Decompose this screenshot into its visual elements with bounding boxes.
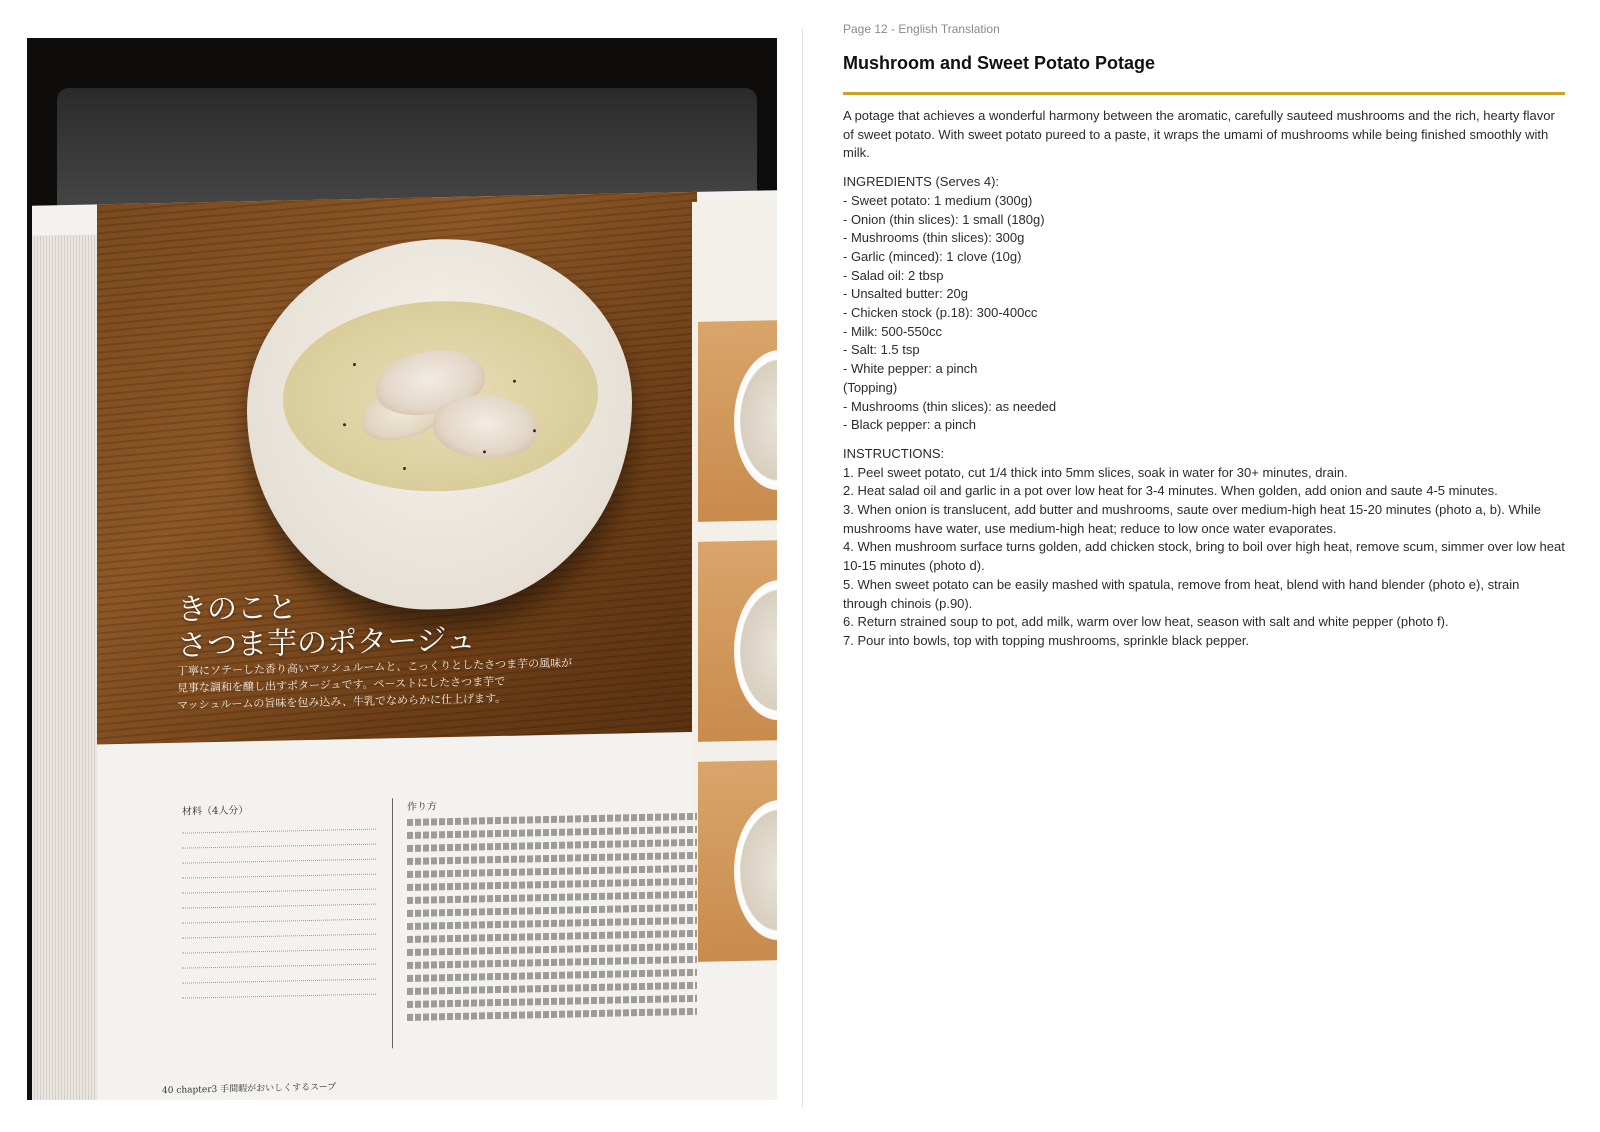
column-divider xyxy=(392,798,393,1048)
ingredient-item: - Salt: 1.5 tsp xyxy=(843,342,920,358)
jp-text-line xyxy=(407,969,697,982)
jp-recipe-text xyxy=(182,792,702,1053)
jp-text-line xyxy=(407,891,697,904)
ingredients-heading: INGREDIENTS (Serves 4): xyxy=(843,174,1000,190)
ingredient-item: - Garlic (minced): 1 clove (10g) xyxy=(843,248,1022,264)
recipe-title: Mushroom and Sweet Potato Potage xyxy=(843,53,1156,73)
jp-ingredients-column xyxy=(182,798,382,1001)
jp-ingredient-line xyxy=(182,893,376,909)
instruction-step: 4. When mushroom surface turns golden, add chicken stock, bring to boil over high heat, remove scum, simmer over low heat 10-15 minutes (photo d). xyxy=(843,539,1565,574)
translation-panel xyxy=(843,20,1565,661)
jp-ingredient-line xyxy=(182,848,376,864)
jp-text-line xyxy=(407,839,697,852)
jp-text-line xyxy=(407,826,697,839)
page-label: Page 12 - English Translation xyxy=(843,22,1000,36)
jp-recipe-title: きのこと さつま芋のポタージュ xyxy=(177,590,476,664)
soup-bowl xyxy=(247,235,632,613)
ingredient-item: - Salad oil: 2 tbsp xyxy=(843,267,944,283)
instruction-step: 1. Peel sweet potato, cut 1/4 thick into 5mm slices, soak in water for 30+ minutes, drain. xyxy=(843,464,1348,480)
instruction-step: 5. When sweet potato can be easily mashed with spatula, remove from heat, blend with hand blender (photo e), strain through chinois (p.90). xyxy=(843,576,1520,611)
scanned-page-image xyxy=(27,38,777,1100)
pepper-speck xyxy=(353,363,356,366)
ingredient-item: - Black pepper: a pinch xyxy=(843,417,976,433)
jp-text-line xyxy=(407,982,697,995)
jp-text-line xyxy=(407,813,697,826)
jp-text-line xyxy=(407,865,697,878)
instructions-heading: INSTRUCTIONS: xyxy=(843,445,945,461)
instructions-list xyxy=(843,464,1565,651)
jp-text-line xyxy=(407,1008,697,1021)
cookbook-page xyxy=(32,190,777,1100)
instruction-step: 2. Heat salad oil and garlic in a pot over low heat for 3-4 minutes. When golden, add onion and saute 4-5 minutes. xyxy=(843,483,1498,499)
jp-ingredient-line xyxy=(182,968,376,984)
ingredients-list xyxy=(843,192,1565,435)
pepper-speck xyxy=(513,380,516,383)
soup-surface xyxy=(283,298,598,495)
jp-ingredient-line xyxy=(182,908,376,924)
jp-text-line xyxy=(407,878,697,891)
instruction-step: 6. Return strained soup to pot, add milk, warm over low heat, season with salt and white pepper (photo f). xyxy=(843,614,1449,630)
ingredient-item: - Onion (thin slices): 1 small (180g) xyxy=(843,211,1045,227)
jp-text-line xyxy=(407,917,697,930)
jp-text-line xyxy=(407,930,697,943)
recipe-intro: A potage that achieves a wonderful harmony between the aromatic, carefully sauteed mushrooms and the rich, hearty flavor of sweet potato. With sweet potato pureed to a paste, it wraps the umami of mushrooms while being finished smoothly with milk. xyxy=(843,108,1555,161)
ingredient-item: - Milk: 500-550cc xyxy=(843,323,942,339)
pepper-speck xyxy=(403,467,406,470)
instruction-step: 3. When onion is translucent, add butter and mushrooms, saute over medium-high heat 15-20 minutes (photo a, b). While mushrooms have water, use medium-high heat; reduce to low once water evaporates. xyxy=(843,502,1542,536)
jp-text-line xyxy=(407,852,697,865)
soup-photo xyxy=(97,192,697,745)
jp-ingredient-line xyxy=(182,923,376,939)
ingredient-item: - Mushrooms (thin slices): as needed xyxy=(843,398,1057,414)
jp-text-line xyxy=(407,943,697,956)
jp-ingredients-heading: 材料（4人分） xyxy=(182,805,249,818)
step-photos-strip xyxy=(692,200,777,942)
jp-instructions-heading: 作り方 xyxy=(407,801,437,813)
page-folio: 40 chapter3 手間暇がおいしくするスープ xyxy=(162,1082,337,1097)
title-rule xyxy=(843,92,1565,95)
jp-ingredient-line xyxy=(182,878,376,894)
jp-ingredient-line xyxy=(182,833,376,849)
ingredient-item: - White pepper: a pinch xyxy=(843,361,978,377)
jp-recipe-caption: 丁寧にソテーした香り高いマッシュルームと、こっくりとしたさつま芋の風味が 見事な調和を醸し出すポタージュです。ペーストにしたさつま芋で マッシュルームの旨味を包み込み、牛乳でなめらかに仕上げます。 xyxy=(177,656,573,712)
jp-ingredient-line xyxy=(182,818,376,834)
page-edges xyxy=(32,234,97,1100)
instruction-step: 7. Pour into bowls, top with topping mushrooms, sprinkle black pepper. xyxy=(843,632,1250,648)
jp-ingredient-line xyxy=(182,938,376,954)
ingredient-item: - Mushrooms (thin slices): 300g xyxy=(843,230,1025,246)
ingredient-item: - Chicken stock (p.18): 300-400cc xyxy=(843,305,1038,321)
ingredient-item: - Sweet potato: 1 medium (300g) xyxy=(843,192,1033,208)
column-divider xyxy=(802,28,803,1108)
jp-ingredient-line xyxy=(182,953,376,969)
jp-text-line xyxy=(407,995,697,1008)
jp-instructions-column xyxy=(407,792,697,1027)
ingredient-item: (Topping) xyxy=(843,379,898,395)
jp-ingredient-line xyxy=(182,863,376,879)
ingredient-item: - Unsalted butter: 20g xyxy=(843,286,969,302)
jp-text-line xyxy=(407,904,697,917)
pepper-speck xyxy=(343,423,346,426)
jp-ingredient-line xyxy=(182,983,376,999)
jp-text-line xyxy=(407,956,697,969)
